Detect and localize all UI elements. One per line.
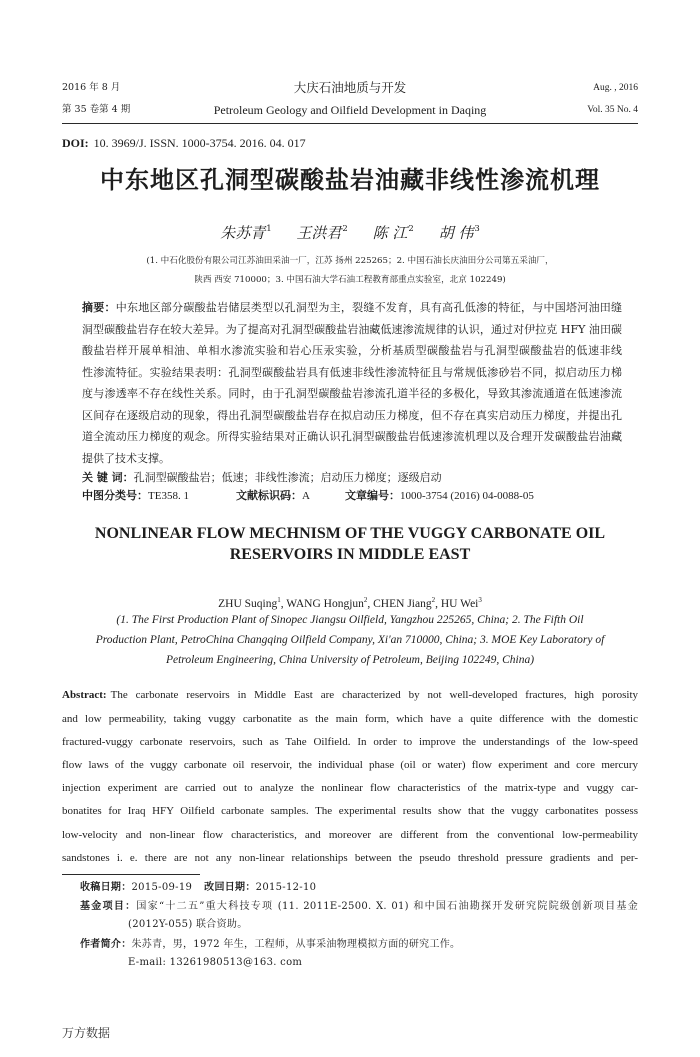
author-separator: , <box>435 598 441 610</box>
title-cn: 中东地区孔洞型碳酸盐岩油藏非线性渗流机理 <box>100 165 600 194</box>
abstract-cn-label: 摘要： <box>82 301 116 315</box>
keywords-cn <box>82 469 442 487</box>
affiliation-line: (1. 中石化股份有限公司江苏油田采油一厂，江苏 扬州 225265；2. 中国石油长庆油田分公司第五采油厂， <box>146 255 554 266</box>
footnote-fund <box>80 898 638 916</box>
abstract-en-text: The carbonate reservoirs in Middle East are characterized by not well-developed fractures, high porosity <box>110 689 638 702</box>
affiliation-line: 陕西 西安 710000；3. 中国石油大学石油工程教育部重点实验室，北京 102249) <box>194 274 506 285</box>
author-en-name: WANG Hongjun <box>286 598 364 610</box>
doi-label: DOI: <box>62 136 89 150</box>
keywords-text: 孔洞型碳酸盐岩；低速；非线性渗流；启动压力梯度；逐级启动 <box>133 471 442 484</box>
affiliation-en-line: Production Plant, PetroChina Changqing Oilfield Company, Xi'an 710000, China; 3. MOE Key Laboratory of <box>95 634 605 646</box>
footnote-rule <box>62 874 200 875</box>
author-cn <box>439 224 480 242</box>
affiliation-mark: 3 <box>474 224 480 234</box>
fund-text: 国家“十二五”重大科技专项 (11. 2011E-2500. X. 01) 和中国石油勘探开发研究院院级创新项目基金 <box>136 900 638 912</box>
affiliation-mark: 2 <box>408 224 414 234</box>
author-en-name: HU Wei <box>440 598 479 610</box>
author-cn <box>296 224 347 242</box>
abstract-cn-line: 度与渗透率不存在线性关系。同时，由于孔洞型碳酸盐岩渗流孔道半径的多极化，导致其渗流通道在低速渗流 <box>82 387 622 401</box>
footer-watermark: 万方数据 <box>62 1026 111 1040</box>
abstract-cn-line: 道全流动压力梯度的观念。所得实验结果对正确认识孔洞型碳酸盐岩低速渗流机理以及合理开发碳酸盐岩油藏 <box>82 430 622 444</box>
received-date: 2015-09-19 <box>131 882 193 893</box>
abstract-en-line: sandstones i. e. there are not any non-linear relationships between the pseudo threshold pressure gradients and per- <box>62 851 638 864</box>
abstract-cn-line: 洞型碳酸盐岩存在较大差异。为了提高对孔洞型碳酸盐岩油藏低速渗流规律的认识，通过对伊拉克 HFY 油田碳 <box>82 322 622 336</box>
document-code-label: 文献标识码： <box>236 489 302 502</box>
title-en <box>0 523 700 565</box>
article-number-value: 1000-3754 (2016) 04-0088-05 <box>400 490 534 502</box>
affiliation-mark: 3 <box>478 596 482 604</box>
author-en-name: CHEN Jiang <box>373 598 432 610</box>
doi-value: 10. 3969/J. ISSN. 1000-3754. 2016. 04. 017 <box>93 136 306 150</box>
author-separator: , <box>280 598 287 610</box>
abstract-cn-line <box>82 297 622 319</box>
footnote-author-bio <box>80 936 460 954</box>
document-code <box>236 487 310 505</box>
author-en-name: ZHU Suqing <box>218 598 278 610</box>
affiliation-mark: 2 <box>363 596 368 604</box>
doi-line <box>62 135 306 151</box>
author-bio-label: 作者简介： <box>80 939 132 950</box>
abstract-cn-text: 中东地区部分碳酸盐岩储层类型以孔洞型为主，裂缝不发育，具有高孔低渗的特征，与中国塔河油田缝 <box>115 301 622 315</box>
revised-date: 2015-12-10 <box>255 882 317 893</box>
keywords-label: 关 键 词： <box>82 471 134 484</box>
affiliation-mark: 1 <box>277 596 281 604</box>
fund-label: 基金项目： <box>80 900 137 912</box>
header-volume-cn: 第 35 卷第 4 期 <box>62 104 131 115</box>
footnote-email: E-mail: 13261980513@163. com <box>128 957 303 968</box>
author-name: 胡 伟 <box>438 224 474 242</box>
abstract-en-line: injection experiment are carried out to analyze the nonlinear flow characteristics of the matrix-type and vuggy car- <box>62 782 638 795</box>
clc-number <box>82 487 189 505</box>
header-date-cn: 2016 年 8 月 <box>62 82 121 93</box>
author-name: 陈 江 <box>372 224 408 242</box>
abstract-en-line: and low permeability, taking vuggy carbonatite as the main form, which have a quite difference with the domestic <box>62 712 638 725</box>
abstract-cn-line: 区间存在逐级启动的现象，得出孔洞型碳酸盐岩存在拟启动压力梯度，但不存在真实启动压力梯度，并提出孔 <box>82 408 622 422</box>
author-cn <box>373 224 414 242</box>
abstract-cn <box>82 297 622 469</box>
abstract-en-line: bonatites for Iraq HFY Oilfield carbonate samples. The experimental results show that the vuggy carbonatites possess <box>62 805 638 818</box>
abstract-en-line: flow laws of the vuggy carbonate oil reservoir, the individual phase (oil or water) flow experiment and core mercury <box>62 758 638 771</box>
author-cn <box>220 224 271 242</box>
author-bio-text: 朱苏青，男，1972 年生，工程师，从事采油物理模拟方面的研究工作。 <box>131 939 461 950</box>
abstract-en-line <box>62 684 638 707</box>
clc-value: TE358. 1 <box>148 490 189 502</box>
footnote-dates <box>80 879 316 897</box>
affiliation-mark: 2 <box>431 596 436 604</box>
clc-label: 中图分类号： <box>82 489 148 502</box>
header-rule <box>62 123 638 124</box>
article-number-label: 文章编号： <box>345 489 400 502</box>
title-en-line: RESERVOIRS IN MIDDLE EAST <box>229 545 471 563</box>
authors-cn <box>0 218 700 244</box>
revised-label: 改回日期： <box>204 882 256 893</box>
abstract-en <box>62 684 638 870</box>
affiliations-cn <box>0 252 700 290</box>
authors-en <box>0 592 700 612</box>
abstract-cn-line: 性渗流特征。实验结果表明：孔洞型碳酸盐岩具有低速非线性渗流特征且与常规低渗砂岩不同，拟启动压力梯 <box>82 365 622 379</box>
header-journal-cn: 大庆石油地质与开发 <box>293 80 407 95</box>
abstract-cn-line: 提供了技术支撑。 <box>82 451 170 465</box>
header-journal-en: Petroleum Geology and Oilfield Development in Daqing <box>213 103 487 117</box>
affiliation-en-line: (1. The First Production Plant of Sinopec Jiangsu Oilfield, Yangzhou 225265, China; 2. The Fifth Oil <box>116 614 584 626</box>
footnote-fund-continued: (2012Y-055) 联合资助。 <box>128 919 248 930</box>
document-code-value: A <box>302 490 310 502</box>
article-number <box>345 487 534 505</box>
affiliation-mark: 1 <box>266 224 272 234</box>
abstract-en-label: Abstract: <box>62 689 107 702</box>
author-separator: , <box>367 598 374 610</box>
abstract-cn-line: 酸盐岩样开展单相油、单相水渗流实验和岩心压汞实验，分析基质型碳酸盐岩与孔洞型碳酸盐岩的低速非线 <box>82 344 622 358</box>
received-label: 收稿日期： <box>80 882 132 893</box>
title-en-line: NONLINEAR FLOW MECHNISM OF THE VUGGY CARBONATE OIL <box>94 524 606 542</box>
abstract-en-line: fractured-vuggy carbonate reservoirs, such as Tahe Oilfield. In order to improve the understandings of the low-speed <box>62 735 638 748</box>
author-name: 王洪君 <box>296 224 342 242</box>
affiliations-en <box>0 610 700 670</box>
author-name: 朱苏青 <box>220 224 266 242</box>
abstract-en-line: low-velocity and non-linear flow characteristics, and moreover are different from the conventional low-permeability <box>62 828 638 841</box>
affiliation-mark: 2 <box>342 224 348 234</box>
header-volume-en: Vol. 35 No. 4 <box>587 105 638 115</box>
affiliation-en-line: Petroleum Engineering, China University of Petroleum, Beijing 102249, China) <box>165 654 535 666</box>
header-date-en: Aug. , 2016 <box>593 83 638 93</box>
